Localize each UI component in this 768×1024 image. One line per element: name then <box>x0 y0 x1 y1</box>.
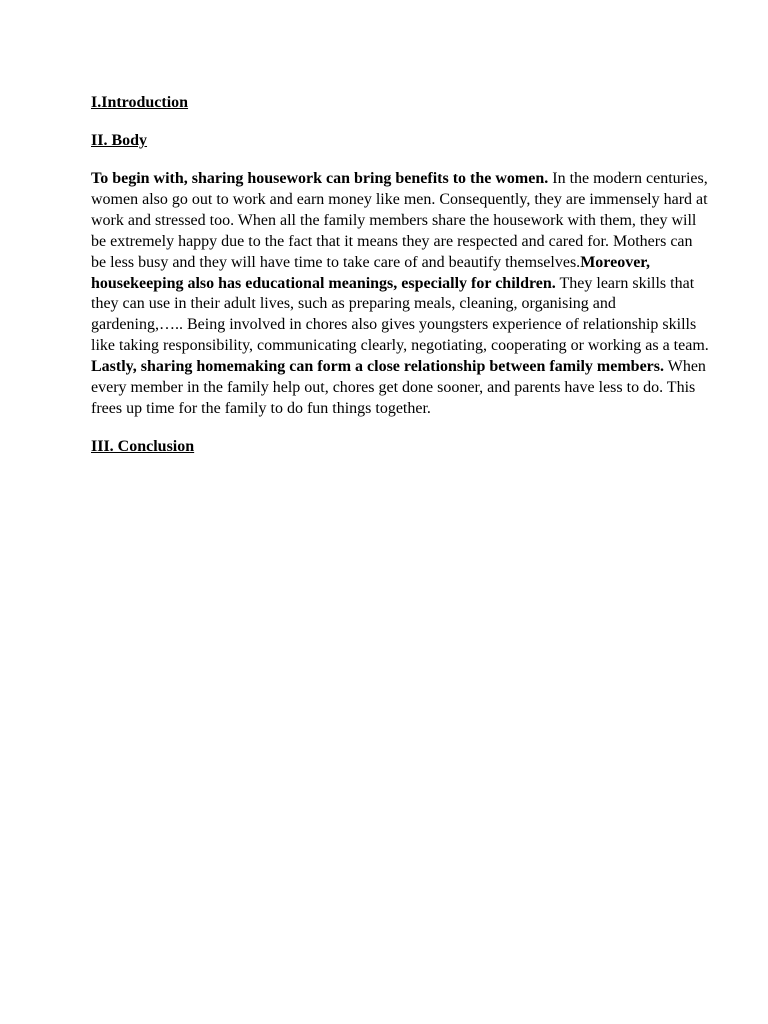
heading-conclusion: III. Conclusion <box>91 437 195 455</box>
point2-topic-sentence: Moreover, housekeeping also has educational meanings, especially for children. <box>91 253 650 292</box>
point1-topic-sentence: To begin with, sharing housework can bring benefits to the women. <box>91 170 549 187</box>
document-content <box>91 93 716 457</box>
point3-topic-sentence: Lastly, sharing homemaking can form a close relationship between family members. <box>91 358 665 376</box>
heading-body: II. Body <box>91 132 148 149</box>
heading-introduction: I.Introduction <box>91 94 189 111</box>
point2-support: They learn skills that they can use in their adult lives, such as preparing meals, cleaning, organising and gardening,….. Being involved in chores also gives youngsters experience of relationship skills like taking responsibility, communicating clearly, negotiating, cooperating or working as a team. <box>91 274 709 355</box>
point1-support: In the modern centuries, women also go out to work and earn money like men. Consequently, they are immensely hard at work and stressed too. When all the family members share the housework with them, they will be extremely happy due to the fact that it means they are respected and cared for. Mothers can be less busy and they will have time to take care of and beautify themselves. <box>91 170 708 271</box>
body-paragraph <box>91 169 711 420</box>
point3-support: When every member in the family help out, chores get done sooner, and parents have less to do. This frees up time for the family to do fun things together. <box>91 358 706 417</box>
